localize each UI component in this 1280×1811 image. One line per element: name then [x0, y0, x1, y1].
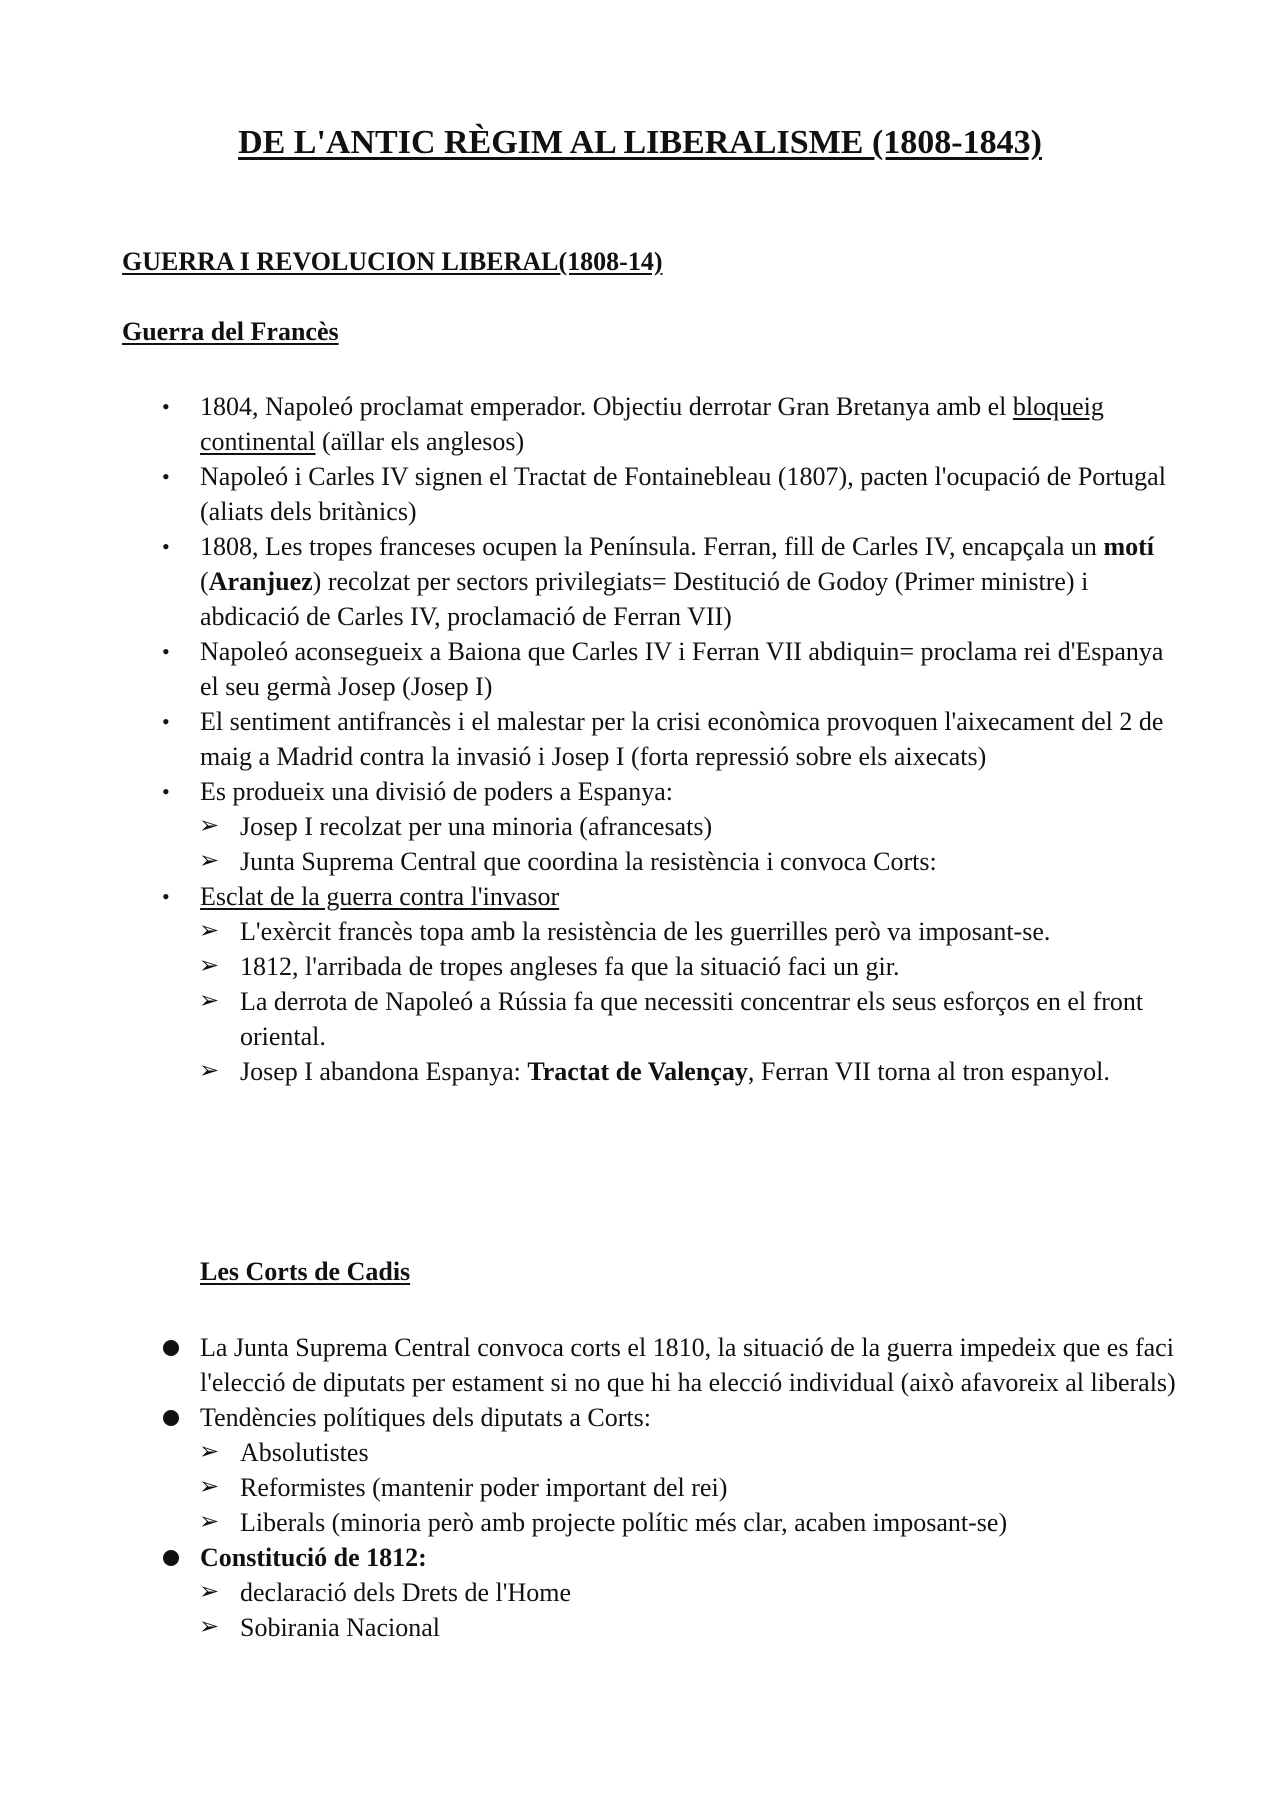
- list-item: • El sentiment antifrancès i el malestar per la crisi econòmica provoquen l'aixecament del 2 de maig a Madrid contra la invasió i Josep I (forta repressió sobre els aixecats): [0, 704, 1280, 774]
- list-item: • 1808, Les tropes franceses ocupen la Península. Ferran, fill de Carles IV, encapçala un motí (Aranjuez) recolzat per sectors privilegiats= Destitució de Godoy (Primer ministre) i abdicació de Carles IV, proclamació de Ferran VII): [0, 529, 1280, 634]
- list-item: Tendències polítiques dels diputats a Corts:: [0, 1400, 1280, 1435]
- arrow-bullet-icon: ➢: [199, 1439, 220, 1465]
- arrow-bullet-icon: ➢: [199, 1509, 220, 1535]
- list-item: La Junta Suprema Central convoca corts el 1810, la situació de la guerra impedeix que es faci l'elecció de diputats per estament si no que hi ha elecció individual (això afavoreix al liberals): [0, 1330, 1280, 1400]
- sub-list-item: ➢ Liberals (minoria però amb projecte polític més clar, acaben imposant-se): [0, 1505, 1280, 1540]
- arrow-bullet-icon: ➢: [199, 988, 220, 1014]
- document-title: DE L'ANTIC RÈGIM AL LIBERALISME (1808-1843): [238, 124, 1042, 161]
- arrow-bullet-icon: ➢: [199, 1614, 220, 1640]
- bold-term: Tractat de Valençay: [527, 1057, 748, 1086]
- list-item: • 1804, Napoleó proclamat emperador. Objectiu derrotar Gran Bretanya amb el bloqueig continental (aïllar els anglesos): [0, 389, 1280, 459]
- guerra-frances-list: [0, 389, 1280, 1089]
- list-item: • Napoleó aconsegueix a Baiona que Carles IV i Ferran VII abdiquin= proclama rei d'Espanya el seu germà Josep (Josep I): [0, 634, 1280, 704]
- arrow-bullet-icon: ➢: [199, 1474, 220, 1500]
- sub-list-item: ➢ La derrota de Napoleó a Rússia fa que necessiti concentrar els seus esforços en el front oriental.: [0, 984, 1280, 1054]
- bullet-icon: •: [162, 884, 170, 909]
- arrow-bullet-icon: ➢: [199, 1058, 220, 1084]
- bold-term: motí: [1103, 532, 1154, 561]
- list-item: • Es produeix una divisió de poders a Espanya:: [0, 774, 1280, 809]
- sub-list-item: ➢ L'exèrcit francès topa amb la resistència de les guerrilles però va imposant-se.: [0, 914, 1280, 949]
- bullet-icon: •: [162, 534, 170, 559]
- sub-list-item: ➢ 1812, l'arribada de tropes angleses fa que la situació faci un gir.: [0, 949, 1280, 984]
- round-bullet-icon: [163, 1340, 179, 1356]
- list-item: • Napoleó i Carles IV signen el Tractat de Fontainebleau (1807), pacten l'ocupació de Portugal (aliats dels britànics): [0, 459, 1280, 529]
- sub-list-item: ➢ Sobirania Nacional: [0, 1610, 1280, 1645]
- round-bullet-icon: [163, 1550, 179, 1566]
- section-heading-guerra-frances: Guerra del Francès: [122, 317, 339, 346]
- bold-term: Constitució de 1812:: [200, 1543, 427, 1572]
- sub-list-item: ➢ Junta Suprema Central que coordina la resistència i convoca Corts:: [0, 844, 1280, 879]
- bullet-icon: •: [162, 394, 170, 419]
- sub-list-item: ➢ declaració dels Drets de l'Home: [0, 1575, 1280, 1610]
- arrow-bullet-icon: ➢: [199, 848, 220, 874]
- arrow-bullet-icon: ➢: [199, 813, 220, 839]
- bullet-icon: •: [162, 779, 170, 804]
- section-heading-guerra-revolucion: GUERRA I REVOLUCION LIBERAL(1808-14): [122, 247, 663, 276]
- bullet-icon: •: [162, 639, 170, 664]
- bullet-icon: •: [162, 464, 170, 489]
- arrow-bullet-icon: ➢: [199, 953, 220, 979]
- bold-term: Aranjuez: [208, 567, 313, 596]
- corts-cadis-list: [0, 1330, 1280, 1645]
- underlined-term: Esclat de la guerra contra l'invasor: [200, 882, 560, 911]
- sub-list-item: ➢ Josep I abandona Espanya: Tractat de Valençay, Ferran VII torna al tron espanyol.: [0, 1054, 1280, 1089]
- list-item: [0, 1540, 1280, 1575]
- section-heading-corts-cadis: Les Corts de Cadis: [200, 1257, 411, 1286]
- underlined-term: bloqueig continental: [200, 392, 1104, 456]
- list-item: [0, 879, 1280, 914]
- sub-list-item: ➢ Reformistes (mantenir poder important del rei): [0, 1470, 1280, 1505]
- sub-list-item: ➢ Josep I recolzat per una minoria (afrancesats): [0, 809, 1280, 844]
- bullet-icon: •: [162, 709, 170, 734]
- arrow-bullet-icon: ➢: [199, 918, 220, 944]
- sub-list-item: ➢ Absolutistes: [0, 1435, 1280, 1470]
- round-bullet-icon: [163, 1410, 179, 1426]
- arrow-bullet-icon: ➢: [199, 1579, 220, 1605]
